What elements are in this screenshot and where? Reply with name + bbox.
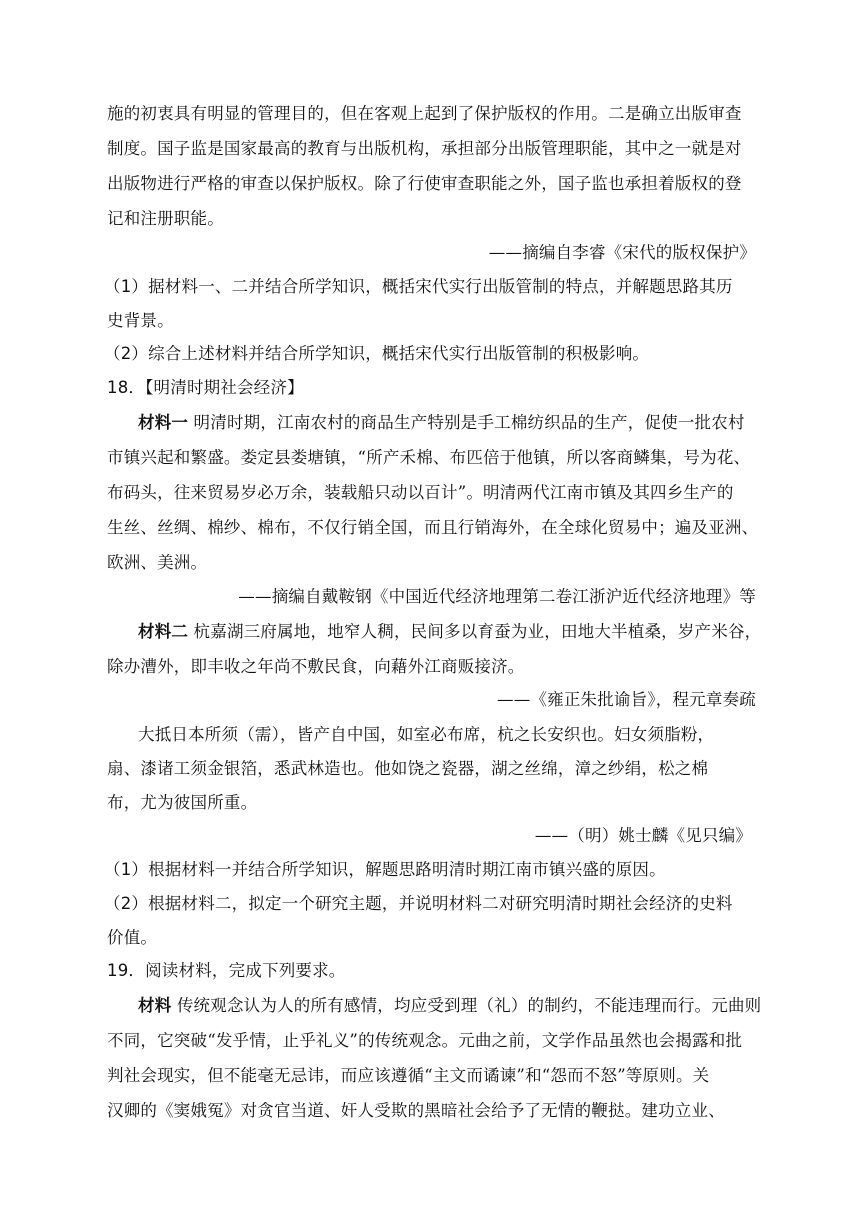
- question-line: （1）据材料一、二并结合所学知识，概括宋代实行出版管制的特点，并解题思路其历: [104, 277, 733, 296]
- paragraph-line: 汉卿的《窦娥冤》对贪官当道、奸人受欺的黑暗社会给予了无情的鞭挞。建功立业、: [107, 1101, 725, 1120]
- paragraph-line: [138, 996, 762, 1016]
- material-label: 材料二: [138, 622, 189, 641]
- paragraph-line: 判社会现实，但不能毫无忌讳，而应该遵循“主文而谲谏”和“怨而不怒”等原则。关: [107, 1066, 710, 1085]
- paragraph-line: 布，尤为彼国所重。: [107, 793, 258, 812]
- material-text: 传统观念认为人的所有感情，均应受到理（礼）的制约，不能违理而行。元曲则: [171, 996, 762, 1015]
- material-text: 明清时期，江南农村的商品生产特别是手工棉纺织品的生产，促使一批农村: [188, 413, 745, 432]
- material-text: 杭嘉湖三府属地，地窄人稠，民间多以育蚕为业，田地大半植桑，岁产米谷，: [188, 622, 762, 641]
- paragraph-line: 出版物进行严格的审查以保护版权。除了行使审查职能之外，国子监也承担着版权的登: [107, 174, 742, 193]
- question-heading: 19．阅读材料，完成下列要求。: [107, 961, 346, 980]
- source-citation: ——（明）姚士麟《见只编》: [534, 826, 752, 845]
- paragraph-line: 施的初衷具有明显的管理目的，但在客观上起到了保护版权的作用。二是确立出版审查: [107, 104, 742, 123]
- source-citation: ——《雍正朱批谕旨》，程元章奏疏: [497, 690, 756, 709]
- question-line: （2）综合上述材料并结合所学知识，概括宋代实行出版管制的积极影响。: [104, 344, 650, 363]
- paragraph-line: 市镇兴起和繁盛。娄定县娄塘镇，“所产禾棉、布匹倍于他镇，所以客商鳞集，号为花、: [107, 448, 751, 467]
- paragraph-line: 制度。国子监是国家最高的教育与出版机构，承担部分出版管理职能，其中之一就是对: [107, 139, 742, 158]
- paragraph-line: 大抵日本所须（需），皆产自中国，如室必布席，杭之长安织也。妇女须脂粉，: [138, 725, 715, 744]
- material-label: 材料: [138, 996, 172, 1015]
- source-citation: ——摘编自李睿《宋代的版权保护》: [488, 243, 756, 262]
- material-label: 材料一: [138, 413, 189, 432]
- paragraph-line: 扇、漆诸工须金银箔，悉武林造也。他如饶之瓷器，湖之丝绵，漳之纱绢，松之棉: [107, 759, 709, 778]
- paragraph-line: 欧洲、美洲。: [107, 553, 208, 572]
- paragraph-line: 布码头，往来贸易岁必万余，装载船只动以百计”。明清两代江南市镇及其四乡生产的: [107, 483, 734, 502]
- question-heading: 18．【明清时期社会经济】: [107, 378, 304, 397]
- question-line: 价值。: [107, 928, 158, 947]
- question-line: （1）根据材料一并结合所学知识，解题思路明清时期江南市镇兴盛的原因。: [104, 860, 666, 879]
- paragraph-line: [138, 622, 762, 642]
- paragraph-line: 记和注册职能。: [107, 209, 224, 228]
- paragraph-line: 生丝、丝绸、棉纱、棉布，不仅行销全国，而且行销海外，在全球化贸易中；遍及亚洲、: [107, 518, 759, 537]
- question-line: 史背景。: [107, 311, 174, 330]
- paragraph-line: 不同，它突破“发乎情，止乎礼义”的传统观念。元曲之前，文学作品虽然也会揭露和批: [107, 1031, 743, 1050]
- paragraph-line: [138, 413, 758, 433]
- question-line: （2）根据材料二，拟定一个研究主题，并说明材料二对研究明清时期社会经济的史料: [104, 894, 733, 913]
- source-citation: ——摘编自戴鞍钢《中国近代经济地理第二卷江浙沪近代经济地理》等: [238, 587, 756, 606]
- paragraph-line: 除办漕外，即丰收之年尚不敷民食，向藉外江商贩接济。: [107, 657, 525, 676]
